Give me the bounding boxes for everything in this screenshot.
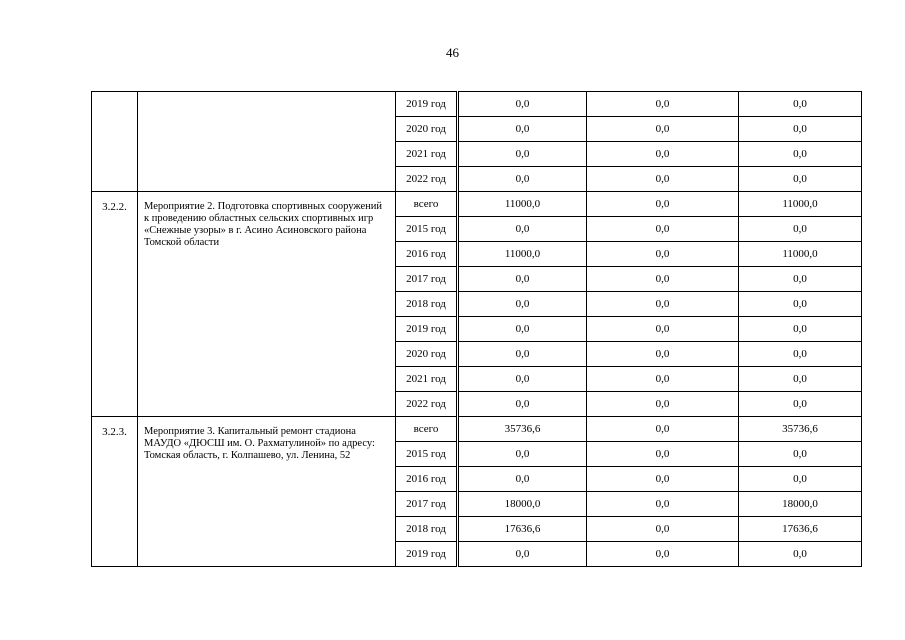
value-cell-3: 11000,0	[739, 192, 862, 217]
value-cell-2: 0,0	[587, 142, 739, 167]
value-cell-3: 0,0	[739, 317, 862, 342]
value-cell-2: 0,0	[587, 317, 739, 342]
value-cell-1: 0,0	[458, 367, 587, 392]
value-cell-1: 11000,0	[458, 192, 587, 217]
value-cell-3: 0,0	[739, 92, 862, 117]
table-body	[92, 92, 862, 567]
value-cell-3: 35736,6	[739, 417, 862, 442]
year-cell: 2019 год	[396, 542, 458, 567]
value-cell-3: 0,0	[739, 392, 862, 417]
value-cell-3: 0,0	[739, 167, 862, 192]
value-cell-2: 0,0	[587, 367, 739, 392]
value-cell-1: 0,0	[458, 92, 587, 117]
value-cell-2: 0,0	[587, 467, 739, 492]
table-row	[92, 192, 862, 217]
item-name	[138, 92, 396, 192]
year-cell: 2022 год	[396, 392, 458, 417]
value-cell-1: 0,0	[458, 292, 587, 317]
value-cell-1: 0,0	[458, 542, 587, 567]
value-cell-3: 0,0	[739, 367, 862, 392]
year-cell: 2020 год	[396, 117, 458, 142]
value-cell-2: 0,0	[587, 417, 739, 442]
value-cell-2: 0,0	[587, 217, 739, 242]
value-cell-1: 0,0	[458, 442, 587, 467]
year-cell: 2021 год	[396, 142, 458, 167]
year-cell: 2017 год	[396, 267, 458, 292]
year-cell: 2016 год	[396, 467, 458, 492]
value-cell-2: 0,0	[587, 267, 739, 292]
value-cell-3: 0,0	[739, 467, 862, 492]
year-cell: 2021 год	[396, 367, 458, 392]
value-cell-1: 11000,0	[458, 242, 587, 267]
value-cell-3: 0,0	[739, 267, 862, 292]
budget-table	[91, 91, 862, 567]
value-cell-1: 0,0	[458, 267, 587, 292]
item-number	[92, 92, 138, 192]
value-cell-1: 0,0	[458, 117, 587, 142]
value-cell-3: 18000,0	[739, 492, 862, 517]
value-cell-2: 0,0	[587, 542, 739, 567]
value-cell-3: 0,0	[739, 442, 862, 467]
value-cell-2: 0,0	[587, 517, 739, 542]
value-cell-3: 0,0	[739, 217, 862, 242]
value-cell-2: 0,0	[587, 442, 739, 467]
year-cell: 2015 год	[396, 442, 458, 467]
value-cell-1: 0,0	[458, 342, 587, 367]
value-cell-3: 0,0	[739, 292, 862, 317]
value-cell-2: 0,0	[587, 492, 739, 517]
table-row	[92, 417, 862, 442]
item-name: Мероприятие 2. Подготовка спортивных сооружений к проведению областных сельских спортивных игр «Снежные узоры» в г. Асино Асиновского района Томской области	[138, 192, 396, 417]
value-cell-2: 0,0	[587, 392, 739, 417]
value-cell-3: 0,0	[739, 117, 862, 142]
year-cell: 2018 год	[396, 292, 458, 317]
value-cell-1: 0,0	[458, 392, 587, 417]
item-number: 3.2.3.	[92, 417, 138, 567]
value-cell-2: 0,0	[587, 242, 739, 267]
value-cell-1: 35736,6	[458, 417, 587, 442]
year-cell: 2018 год	[396, 517, 458, 542]
year-cell: 2020 год	[396, 342, 458, 367]
value-cell-1: 17636,6	[458, 517, 587, 542]
value-cell-1: 0,0	[458, 217, 587, 242]
value-cell-2: 0,0	[587, 117, 739, 142]
value-cell-3: 17636,6	[739, 517, 862, 542]
year-cell: 2019 год	[396, 317, 458, 342]
value-cell-1: 0,0	[458, 142, 587, 167]
value-cell-2: 0,0	[587, 167, 739, 192]
value-cell-1: 0,0	[458, 467, 587, 492]
table-row	[92, 92, 862, 117]
value-cell-2: 0,0	[587, 92, 739, 117]
value-cell-1: 0,0	[458, 317, 587, 342]
value-cell-3: 0,0	[739, 142, 862, 167]
year-cell: 2017 год	[396, 492, 458, 517]
value-cell-1: 0,0	[458, 167, 587, 192]
value-cell-2: 0,0	[587, 292, 739, 317]
value-cell-3: 0,0	[739, 542, 862, 567]
value-cell-2: 0,0	[587, 342, 739, 367]
item-number: 3.2.2.	[92, 192, 138, 417]
year-cell: всего	[396, 192, 458, 217]
value-cell-1: 18000,0	[458, 492, 587, 517]
year-cell: 2022 год	[396, 167, 458, 192]
year-cell: всего	[396, 417, 458, 442]
year-cell: 2016 год	[396, 242, 458, 267]
page-number: 46	[446, 45, 459, 60]
value-cell-2: 0,0	[587, 192, 739, 217]
item-name: Мероприятие 3. Капитальный ремонт стадиона МАУДО «ДЮСШ им. О. Рахматулиной» по адресу: Томская область, г. Колпашево, ул. Ленина, 52	[138, 417, 396, 567]
year-cell: 2019 год	[396, 92, 458, 117]
year-cell: 2015 год	[396, 217, 458, 242]
value-cell-3: 0,0	[739, 342, 862, 367]
value-cell-3: 11000,0	[739, 242, 862, 267]
